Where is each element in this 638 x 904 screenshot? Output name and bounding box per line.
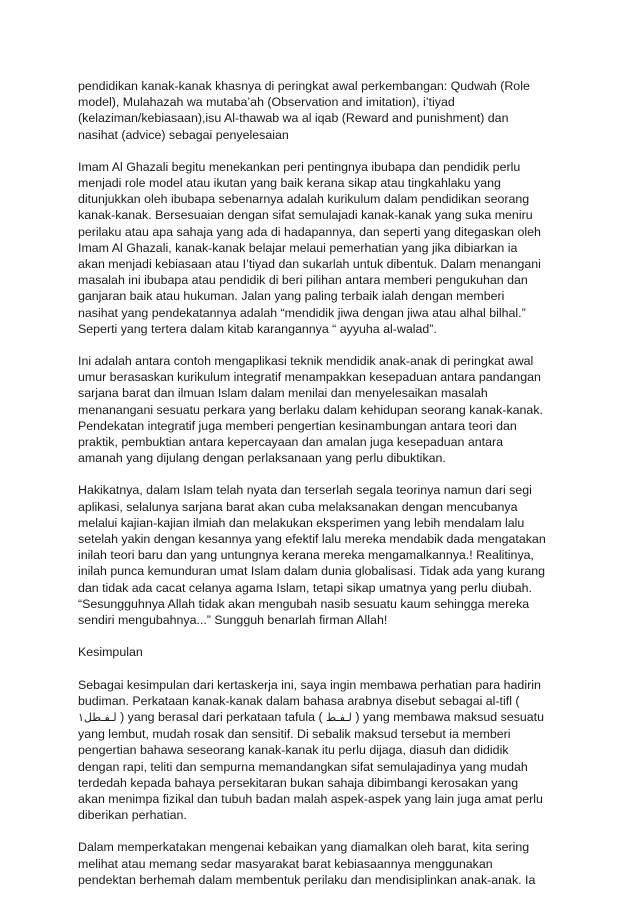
text-line: masalah ini ibubapa atau pendidik di beri pilihan antara memberi pengukuhan dan [78,273,528,288]
text-line: Ini adalah antara contoh mengaplikasi teknik mendidik anak-anak di peringkat awal [78,354,534,369]
paragraph-3 [78,353,568,466]
text-line: Imam Al Ghazali, kanak-kanak belajar melaui pemerhatian yang jika dibiarkan ia [78,240,518,255]
text-line: Seperti yang tertera dalam kitab karangannya “ ayyuha al-walad”. [78,321,437,336]
text-line: budiman. Perkataan kanak-kanak dalam bahasa arabnya disebut sebagai al-tifl ( [78,693,520,708]
text-line-with-arabic [78,709,568,726]
paragraph-2 [78,159,568,337]
text-segment: ) yang berasal dari perkataan tafula ( [116,709,323,724]
text-line: perilaku atau apa sahaja yang ada di hadapannya, dan seperti yang ditegaskan oleh [78,224,541,239]
text-line: Sebagai kesimpulan dari kertaskerja ini, saya ingin membawa perhatian para hadirin [78,677,541,692]
paragraph-6 [78,839,568,888]
text-line: kanak-kanak. Bersesuaian dengan sifat semulajadi kanak-kanak yang suka meniru [78,208,533,223]
text-line: aplikasi, selalunya sarjana barat akan cuba melaksanakan dengan mencubanya [78,499,518,514]
text-line: dan tidak ada cacat celanya agama Islam, tetapi sikap umatnya yang perlu diubah. [78,580,532,595]
text-line: pendidikan kanak-kanak khasnya di peringkat awal perkembangan: Qudwah (Role [78,79,530,93]
text-line: “Sesungguhnya Allah tidak akan mengubah nasib sesuatu kaum sehingga mereka [78,596,530,611]
text-line: sendiri mengubahnya...” Sungguh benarlah firman Allah! [78,613,388,628]
paragraph-4 [78,482,568,628]
text-line: Dalam memperkatakan mengenai kebaikan yang diamalkan oleh barat, kita sering [78,840,530,855]
text-line: sarjana barat dan ilmuan Islam dalam menilai dan menyelesaikan masalah [78,386,488,401]
arabic-word-tafula: لـفـط [326,710,352,724]
arabic-word-al-tifl: لـفـطل١ [78,710,117,724]
text-line: ditunjukkan oleh ibubapa sebenarnya adalah kurikulum dalam pendidikan seorang [78,192,530,207]
text-line: (kelaziman/kebiasaan),isu Al-thawab wa al iqab (Reward and punishment) dan [78,111,509,126]
text-line: Pendekatan integratif juga memberi pengertian kesinambungan antara teori dan [78,418,517,433]
text-line: umur berasaskan kurikulum integratif menampakkan kesepaduan antara pandangan [78,370,541,385]
text-line: pendektan berhemah dalam membentuk perilaku dan mendisiplinkan anak-anak. Ia [78,872,536,887]
text-line: menjadi role model atau ikutan yang baik kerana sikap atau tingkahlaku yang [78,176,501,191]
text-line: nasihat yang pendekatannya adalah “mendidik jiwa dengan jiwa atau alhal bilhal.” [78,305,526,320]
text-line: dengan rapi, teliti dan sempurna memandangkan sifat semulajadinya yang mudah [78,759,528,774]
text-line: setelah yakin dengan kesannya yang efektif lalu mereka mendabik dada mengatakan [78,532,546,547]
text-line: melalui kajian-kajian ilmiah dan melakukan eksperimen yang lebih mendalam lalu [78,515,525,530]
text-line: pengertian bahawa seseorang kanak-kanak itu perlu dijaga, diasuh dan dididik [78,743,509,758]
text-line: ganjaran baik atau hukuman. Jalan yang paling terbaik ialah dengan memberi [78,289,505,304]
paragraph-1 [78,78,568,143]
text-line: amanah yang dijulang dengan perlaksanaan yang perlu dibuktikan. [78,451,446,466]
text-segment: ) yang membawa maksud sesuatu [355,709,545,724]
paragraph-5 [78,677,568,824]
text-line: praktik, pembuktian antara kepercayaan dan amalan juga kesepaduan antara [78,435,504,450]
section-heading: Kesimpulan [78,645,143,660]
text-line: model), Mulahazah wa mutaba’ah (Observation and imitation), i’tiyad [78,95,455,110]
text-line: yang lembut, mudah rosak dan sensitif. Di sebalik maksud tersebut ia memberi [78,727,511,742]
text-line: inilah teori baru dan yang untungnya kerana mereka mengamalkannya.! Realitinya, [78,548,534,563]
text-line: diberikan perhatian. [78,808,187,823]
document-body [78,78,568,904]
text-line: Imam Al Ghazali begitu menekankan peri pentingnya ibubapa dan pendidik perlu [78,159,521,174]
text-line: akan menjadi kebiasaan atau I’tiyad dan sukarlah untuk dibentuk. Dalam menangani [78,257,541,272]
text-line: menanangani sesuatu perkara yang berlaku dalam kehidupan seorang kanak-kanak. [78,402,543,417]
text-line: Hakikatnya, dalam Islam telah nyata dan terserlah segala teorinya namun dari segi [78,483,532,498]
text-line: akan menimpa fizikal dan tubuh badan malah aspek-aspek yang lain juga amat perlu [78,791,543,806]
text-line: inilah punca kemunduran umat Islam dalam dunia globalisasi. Tidak ada yang kurang [78,564,545,579]
text-line: nasihat (advice) sebagai penyelesaian [78,127,289,142]
text-line: melihat atau memang sedar masyarakat barat kebiasaannya menggunakan [78,856,493,871]
text-line: terdedah kepada bahaya persekitaran bukan sahaja dibimbangi kerosakan yang [78,775,519,790]
